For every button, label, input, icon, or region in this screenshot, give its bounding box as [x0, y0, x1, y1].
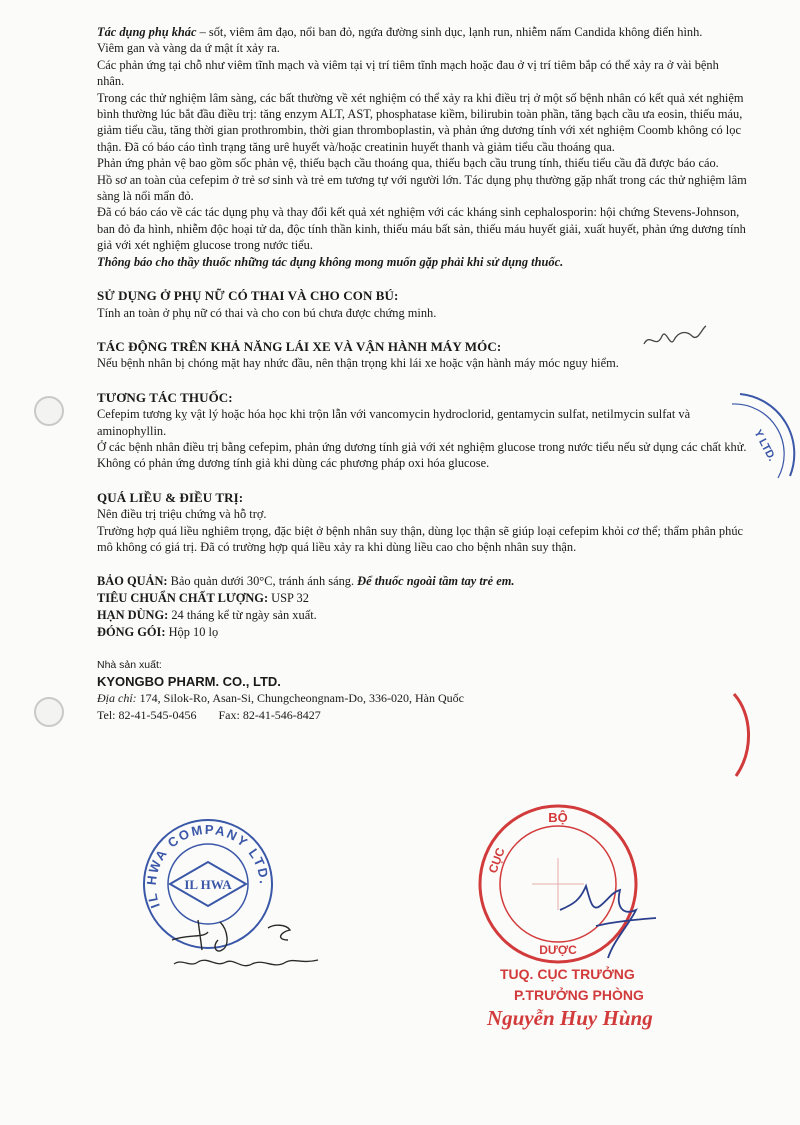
side-effects-pediatric: Hồ sơ an toàn của cefepim ở trẻ sơ sinh và trẻ em tương tự với người lớn. Tác dụng phụ thường gặp nhất trong các thử nghiệm lâm sàng là nổi mẩn đỏ. [97, 172, 747, 204]
edge-stamp-text: Y LTD. [751, 427, 778, 464]
overdose-heading: QUÁ LIỀU & ĐIỀU TRỊ: [97, 489, 244, 505]
initials-mark [640, 322, 710, 356]
packaging-label: ĐÓNG GÓI: [97, 625, 166, 640]
ministry-stamp-bottom: DƯỢC [539, 943, 577, 957]
storage-label: BẢO QUẢN: [97, 574, 168, 589]
interactions-section [97, 390, 747, 472]
side-effects-hepatitis: Viêm gan và vàng da ứ mật ít xảy ra. [97, 41, 280, 56]
side-effects-local-reactions: Các phản ứng tại chỗ như viêm tĩnh mạch và viêm tại vị trí tiêm tĩnh mạch hoặc đau ở vị trí tiêm bắp có thể xảy ra ở vài bệnh nhân. [97, 57, 719, 89]
side-effects-label: Tác dụng phụ khác [97, 25, 197, 39]
interactions-heading: TƯƠNG TÁC THUỐC: [97, 389, 233, 405]
punch-hole-bottom [34, 697, 64, 727]
signatory-name: Nguyễn Huy Hùng [487, 1006, 653, 1030]
storage-text: Bảo quản dưới 30°C, tránh ánh sáng. [167, 574, 358, 589]
manufacturer-intro: Nhà sản xuất: [97, 659, 162, 672]
packaging-value: Hộp 10 lọ [165, 625, 219, 640]
document-body [97, 24, 747, 723]
side-effects-lab-abnormalities: Trong các thử nghiệm lâm sàng, các bất thường về xét nghiệm có thể xảy ra khi điều trị ở một số bệnh nhân có kết quả xét nghiệm bình thường lúc bắt đầu điều trị: tăng enzym ALT, AST, phosphatase kiềm, bilirubin toàn phần, tăng bạch cầu ưa eosin, thiếu máu, giảm tiểu cầu, tăng thời gian prothrombin, thời gian thromboplastin, và phản ứng dương tính với xét nghiệm Coomb không có lọc thận. Đã có báo cáo tình trạng tăng urê huyết và/hoặc creatinin huyết thanh và giảm tiểu cầu thoáng qua. [97, 90, 744, 154]
overdose-text-1: Nên điều trị triệu chứng và hỗ trợ. [97, 507, 267, 522]
overdose-section [97, 490, 747, 556]
pregnancy-heading: SỬ DỤNG Ở PHỤ NỮ CÓ THAI VÀ CHO CON BÚ: [97, 288, 399, 304]
pregnancy-text: Tính an toàn ở phụ nữ có thai và cho con bú chưa được chứng minh. [97, 305, 437, 320]
signatory-title-2: P.TRƯỞNG PHÒNG [514, 987, 644, 1003]
manufacturer-block [97, 657, 747, 723]
expiry-label: HẠN DÙNG: [97, 608, 169, 623]
company-signature [168, 910, 348, 980]
expiry-value: 24 tháng kể từ ngày sản xuất. [168, 608, 317, 623]
side-effects-paragraph [97, 24, 747, 40]
side-effects-notice: Thông báo cho thầy thuốc những tác dụng không mong muốn gặp phải khi sử dụng thuốc. [97, 254, 564, 269]
side-effects-lead: – sốt, viêm âm đạo, nổi ban đỏ, ngứa đường sinh dục, lạnh run, nhiễm nấm Candida không điển hình. [196, 25, 703, 39]
manufacturer-fax: Fax: 82-41-546-8427 [218, 707, 321, 722]
company-stamp-ring-text: IL HWA COMPANY LTD. [143, 821, 273, 911]
edge-stamp-red [730, 690, 760, 780]
address-value: 174, Silok-Ro, Asan-Si, Chungcheongnam-Do, 336-020, Hàn Quốc [136, 691, 464, 706]
side-effects-anaphylaxis: Phản ứng phản vệ bao gồm sốc phản vệ, thiếu bạch cầu thoáng qua, thiếu bạch cầu trung tính, thiếu tiểu cầu đã được báo cáo. [97, 156, 719, 171]
packaging-line [97, 624, 747, 641]
interactions-text-2: Ở các bệnh nhân điều trị bằng cefepim, phản ứng dương tính giả với xét nghiệm glucose trong nước tiểu nếu sử dụng các chất khử. Không có phản ứng dương tính giả khi dùng các phương pháp oxi hóa glucose. [97, 439, 747, 471]
manufacturer-contact [97, 707, 747, 723]
quality-value: USP 32 [268, 591, 309, 606]
side-effects-cephalosporin: Đã có báo cáo về các tác dụng phụ và thay đổi kết quả xét nghiệm với các kháng sinh cephalosporin: hội chứng Stevens-Johnson, ban đỏ đa hình, nhiễm độc hoại tử da, độc tính thần kinh, thiếu máu bất sản, thiếu máu huyết giải, xuất huyết, phản ứng dương tính giả với xét nghiệm glucose trong nước tiểu. [97, 205, 746, 253]
punch-hole-top [34, 396, 64, 426]
manufacturer-address [97, 690, 747, 706]
ministry-stamp-left: CỤC [485, 845, 508, 876]
official-signature [556, 870, 666, 970]
driving-heading: TÁC ĐỘNG TRÊN KHẢ NĂNG LÁI XE VÀ VẬN HÀNH MÁY MÓC: [97, 338, 502, 354]
edge-stamp-blue [730, 390, 800, 480]
address-label: Địa chỉ: [97, 691, 137, 706]
expiry-line [97, 607, 747, 624]
manufacturer-tel: Tel: 82-41-545-0456 [97, 707, 197, 722]
svg-text:IL HWA COMPANY LTD. [144, 822, 272, 910]
interactions-text-1: Cefepim tương kỵ vật lý hoặc hóa học khi trộn lẫn với vancomycin hydroclorid, gentamycin sulfat, netilmycin sulfat và aminophyllin. [97, 407, 691, 438]
storage-line [97, 573, 747, 590]
quality-line [97, 590, 747, 607]
storage-warning: Để thuốc ngoài tầm tay trẻ em. [357, 574, 515, 589]
manufacturer-name: KYONGBO PHARM. CO., LTD. [97, 673, 281, 689]
signatory-title-1: TUQ. CỤC TRƯỞNG [500, 966, 635, 982]
overdose-text-2: Trường hợp quá liều nghiêm trọng, đặc biệt ở bệnh nhân suy thận, dùng lọc thận sẽ giúp loại cefepim khỏi cơ thể; thẩm phân phúc mô không có giá trị. Đã có trường hợp quá liều xảy ra khi dùng liều cao cho bệnh nhân suy thận. [97, 523, 744, 554]
quality-label: TIÊU CHUẨN CHẤT LƯỢNG: [97, 591, 269, 606]
pregnancy-section [97, 288, 747, 321]
ministry-stamp-top: BỘ [548, 810, 568, 825]
company-stamp-center-text: IL HWA [184, 877, 232, 892]
driving-text: Nếu bệnh nhân bị chóng mặt hay nhức đầu, nên thận trọng khi lái xe hoặc vận hành máy móc nguy hiểm. [97, 356, 619, 371]
storage-section [97, 573, 747, 641]
